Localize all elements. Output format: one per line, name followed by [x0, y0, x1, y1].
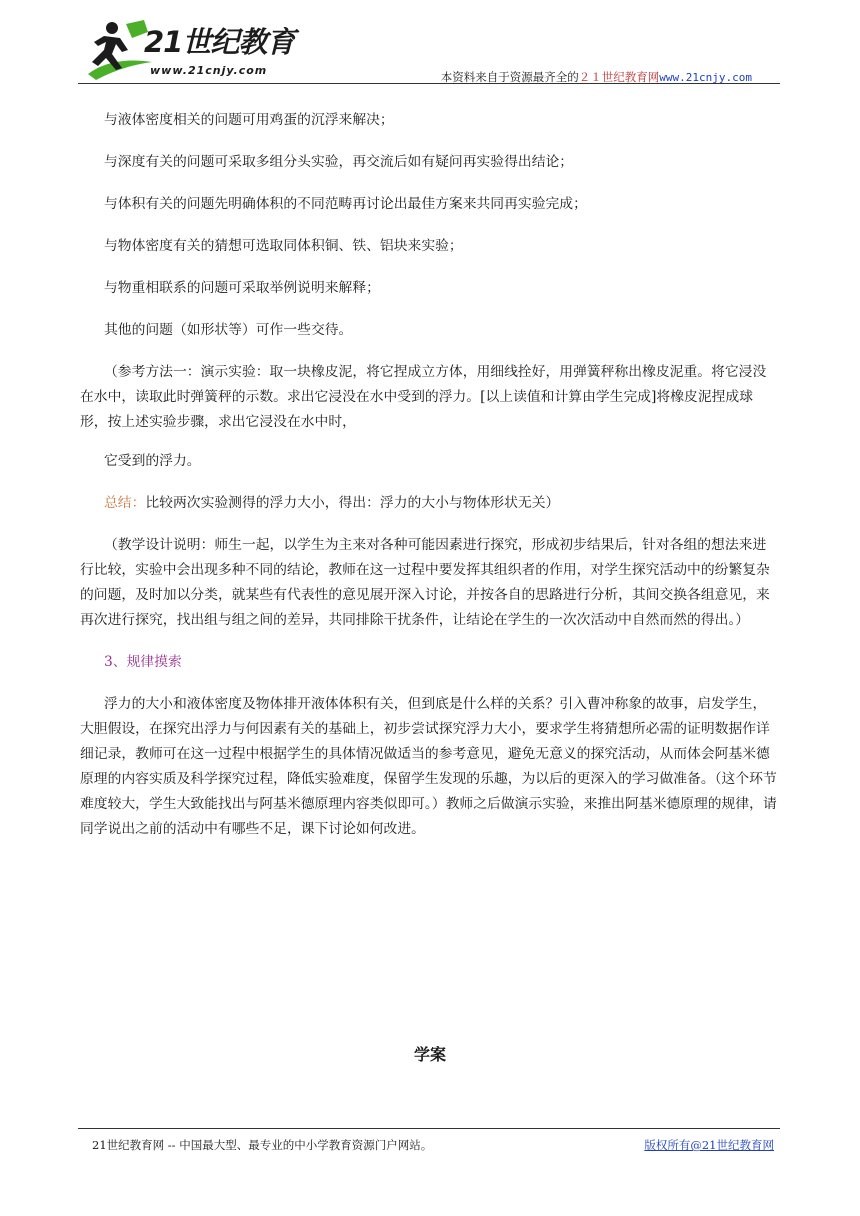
method-paragraph: （参考方法一：演示实验：取一块橡皮泥，将它捏成立方体，用细线拴好，用弹簧秤称出橡皮泥重。将它浸没在水中，读取此时弹簧秤的示数。求出它浸没在水中受到的浮力。[以上读值和计算由学生完成]将橡皮泥捏成球形，按上述实验步骤，求出它浸没在水中时， — [80, 364, 767, 430]
summary-paragraph — [80, 491, 780, 516]
summary-label: 总结： — [104, 495, 146, 511]
method-continue: 它受到的浮力。 — [104, 453, 201, 469]
line-volume: 与体积有关的问题先明确体积的不同范畴再讨论出最佳方案来共同再实验完成； — [104, 196, 587, 212]
page-header — [78, 14, 780, 84]
logo-url: www.21cnjy.com — [150, 64, 268, 77]
site-logo[interactable] — [82, 16, 302, 86]
line-depth: 与深度有关的问题可采取多组分头实验，再交流后如有疑问再实验得出结论； — [104, 154, 574, 170]
line-weight: 与物重相联系的问题可采取举例说明来解释； — [104, 280, 380, 296]
document-body — [80, 108, 780, 859]
footer-divider — [78, 1128, 780, 1129]
header-note-url[interactable]: www.21cnjy.com — [659, 71, 752, 84]
header-note-prefix: 本资料来自于资源最齐全的 — [440, 70, 579, 84]
line-object-density: 与物体密度有关的猜想可选取同体积铜、铁、铝块来实验； — [104, 238, 463, 254]
section-3-paragraph: 浮力的大小和液体密度及物体排开液体体积有关，但到底是什么样的关系？引入曹冲称象的故事，启发学生，大胆假设，在探究出浮力与何因素有关的基础上，初步尝试探究浮力大小，要求学生将猜想所必需的证明数据作详细记录，教师可在这一过程中根据学生的具体情况做适当的参考意见，避免无意义的探究活动，从而体会阿基米德原理的内容实质及科学探究过程，降低实验难度，保留学生发现的乐趣，为以后的更深入的学习做准备。（这个环节难度较大，学生大致能找出与阿基米德原理内容类似即可。）教师之后做演示实验，来推出阿基米德原理的规律，请同学说出之前的活动中有哪些不足，课下讨论如何改进。 — [80, 696, 777, 837]
logo-wordmark: 21世纪教育 — [144, 25, 295, 59]
section-3-heading: 3、规律摸索 — [104, 654, 182, 670]
footer-site-description: 21世纪教育网 -- 中国最大型、最专业的中小学教育资源门户网站。 — [92, 1138, 433, 1152]
section-title: 学案 — [413, 1045, 446, 1064]
line-liquid-density: 与液体密度相关的问题可用鸡蛋的沉浮来解决； — [104, 112, 394, 128]
header-note-highlight[interactable]: ２１世纪教育网 — [578, 70, 660, 84]
summary-text: 比较两次实验测得的浮力大小，得出：浮力的大小与物体形状无关） — [145, 495, 560, 511]
design-note-paragraph: （教学设计说明：师生一起，以学生为主来对各种可能因素进行探究，形成初步结果后，针对各组的想法来进行比较，实验中会出现多种不同的结论，教师在这一过程中要发挥其组织者的作用，对学生探究活动中的纷繁复杂的问题，及时加以分类，就某些有代表性的意见展开深入讨论，并按各自的思路进行分析，其间交换各组意见，来再次进行探究，找出组与组之间的差异，共同排除干扰条件，让结论在学生的一次次活动中自然而然的得出。） — [80, 537, 770, 628]
header-divider — [78, 83, 780, 84]
line-other: 其他的问题（如形状等）可作一些交待。 — [104, 322, 353, 338]
footer-copyright-link[interactable]: 版权所有@21世纪教育网 — [644, 1138, 774, 1152]
